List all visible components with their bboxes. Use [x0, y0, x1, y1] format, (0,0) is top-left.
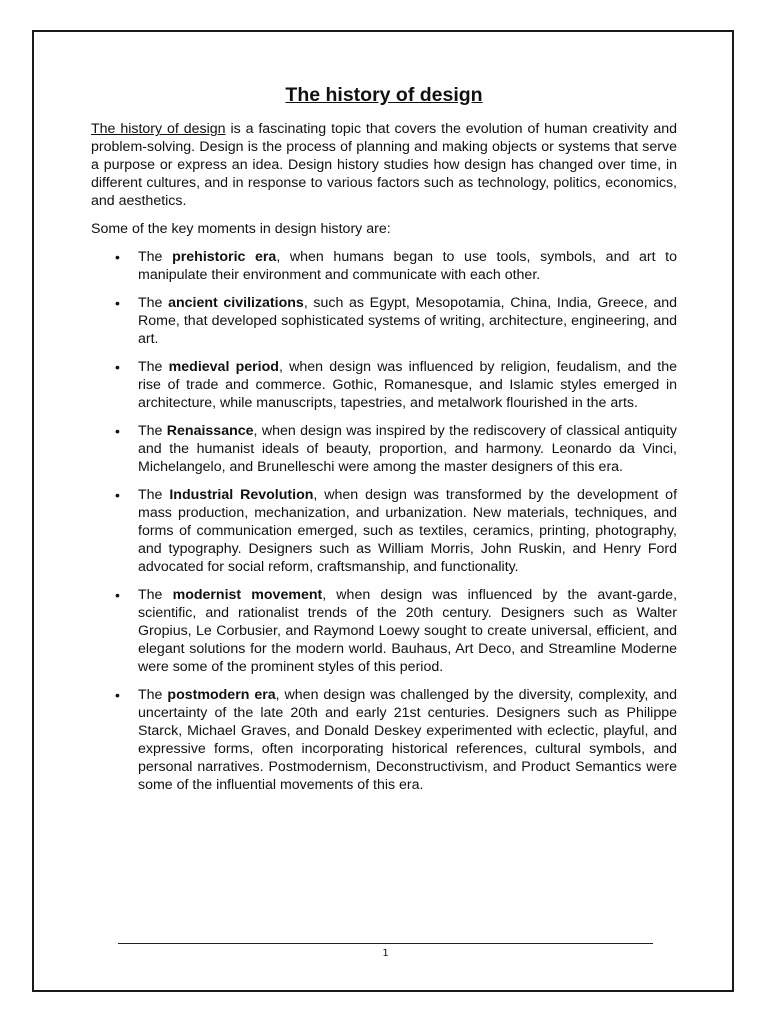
- bullet-icon: •: [115, 423, 120, 440]
- list-item-modernist: [91, 586, 677, 676]
- item-term: prehistoric era: [172, 249, 277, 266]
- page-title: The history of design: [285, 84, 483, 106]
- bullet-icon: •: [115, 587, 120, 604]
- item-prefix: The: [138, 687, 168, 704]
- page-number: 1: [382, 948, 389, 959]
- item-term: ancient civilizations: [168, 295, 304, 312]
- item-prefix: The: [138, 295, 169, 312]
- item-text: , such as Egypt, Mesopotamia, China, India, Greece, and Rome, that developed sophisticated systems of writing, architecture, engineering, and art.: [138, 295, 677, 348]
- item-term: medieval period: [168, 359, 279, 376]
- item-text: , when design was influenced by religion, feudalism, and the rise of trade and commerce. Gothic, Romanesque, and Islamic styles emerged in architecture, while manuscripts, tapestries, and metalwork flourished in the arts.: [138, 359, 678, 412]
- item-prefix: The: [138, 423, 167, 440]
- bullet-icon: •: [115, 249, 120, 266]
- bullet-icon: •: [115, 295, 120, 312]
- item-text: , when humans began to use tools, symbols, and art to manipulate their environment and communicate with each other.: [138, 249, 677, 284]
- intro-link[interactable]: The history of design: [91, 121, 226, 138]
- item-term: postmodern era: [167, 687, 276, 704]
- document-body: [91, 84, 677, 804]
- item-text: , when design was transformed by the development of mass production, mechanization, and urbanization. New materials, techniques, and forms of communication emerged, such as textiles, ceramics, printing, photography, and typography. Designers such as William Morris, John Ruskin, and Henry Ford advocated for social reform, craftsmanship, and functionality.: [138, 487, 678, 576]
- lead-in-paragraph: Some of the key moments in design history are:: [91, 221, 391, 238]
- item-term: Renaissance: [166, 423, 254, 440]
- list-item-industrial: [91, 486, 677, 576]
- bullet-icon: •: [115, 687, 120, 704]
- bullet-icon: •: [115, 487, 120, 504]
- item-prefix: The: [138, 587, 173, 604]
- key-moments-list: [91, 248, 677, 794]
- list-item-postmodern: [91, 686, 677, 794]
- list-item-ancient: [91, 294, 677, 348]
- item-prefix: The: [138, 359, 169, 376]
- item-text: , when design was challenged by the diversity, complexity, and uncertainty of the late 20th and early 21st centuries. Designers such as Philippe Starck, Michael Graves, and Donald Deskey experimented with eclectic, playful, and expressive forms, often incorporating historical references, cultural symbols, and personal narratives. Postmodernism, Deconstructivism, and Product Semantics were some of the influential movements of this era.: [138, 687, 677, 794]
- item-term: Industrial Revolution: [169, 487, 314, 504]
- item-prefix: The: [138, 487, 170, 504]
- item-text: , when design was inspired by the rediscovery of classical antiquity and the humanist ideals of beauty, proportion, and harmony. Leonardo da Vinci, Michelangelo, and Brunelleschi were among the master designers of this era.: [138, 423, 677, 476]
- item-text: , when design was influenced by the avant-garde, scientific, and rationalist trends of the 20th century. Designers such as Walter Gropius, Le Corbusier, and Raymond Loewy sought to create universal, efficient, and elegant solutions for the modern world. Bauhaus, Art Deco, and Streamline Moderne were some of the prominent styles of this period.: [138, 587, 678, 676]
- item-term: modernist movement: [172, 587, 323, 604]
- bullet-icon: •: [115, 359, 120, 376]
- intro-paragraph: [91, 120, 677, 210]
- list-item-medieval: [91, 358, 677, 412]
- item-prefix: The: [138, 249, 173, 266]
- footer-divider: [118, 943, 653, 944]
- list-item-prehistoric: [91, 248, 677, 284]
- intro-text: is a fascinating topic that covers the evolution of human creativity and problem-solving. Design is the process of planning and making objects or systems that serve a purpose or express an idea. Design history studies how design has changed over time, in different cultures, and in response to various factors such as technology, politics, economics, and aesthetics.: [91, 121, 677, 210]
- list-item-renaissance: [91, 422, 677, 476]
